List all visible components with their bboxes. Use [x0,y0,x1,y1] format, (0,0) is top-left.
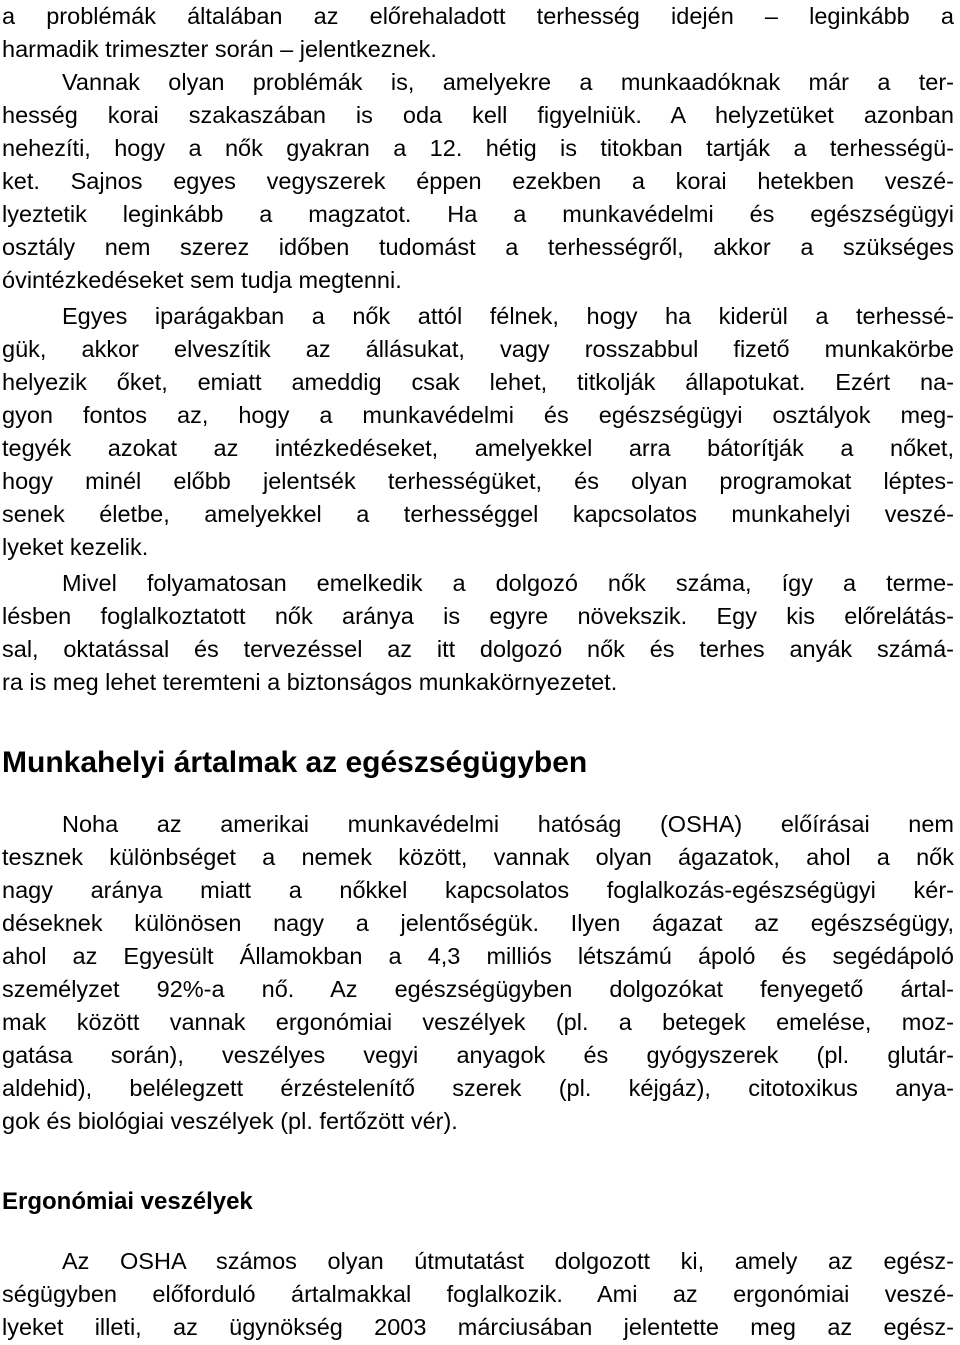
paragraph-line: senek életbe, amelyekkel a terhességgel kapcsolatos munkahelyi veszé- [2,501,954,527]
paragraph-line: ségügyben előforduló ártalmakkal foglalkozik. Ami az ergonómiai veszé- [2,1281,954,1307]
section-heading: Munkahelyi ártalmak az egészségügyben [2,746,588,779]
paragraph-line: Az OSHA számos olyan útmutatást dolgozott ki, amely az egész- [62,1248,954,1274]
paragraph-line: aldehid), belélegzett érzéstelenítő szerek (pl. kéjgáz), citotoxikus anya- [2,1075,954,1101]
paragraph-line: hesség korai szakaszában is oda kell figyelniük. A helyzetüket azonban [2,102,954,128]
paragraph-line: mak között vannak ergonómiai veszélyek (pl. a betegek emelése, moz- [2,1009,954,1035]
paragraph-line: lésben foglalkoztatott nők aránya is egyre növekszik. Egy kis előrelátás- [2,603,954,629]
paragraph-line: sal, oktatással és tervezéssel az itt dolgozó nők és terhes anyák számá- [2,636,954,662]
paragraph-line: nagy aránya miatt a nőkkel kapcsolatos foglalkozás-egészségügyi kér- [2,877,954,903]
paragraph-line: tesznek különbséget a nemek között, vannak olyan ágazatok, ahol a nők [2,844,954,870]
paragraph-line: gyon fontos az, hogy a munkavédelmi és egészségügyi osztályok meg- [2,402,954,428]
paragraph-line: helyezik őket, emiatt ameddig csak lehet, titkolják állapotukat. Ezért na- [2,369,954,395]
paragraph-line: déseknek különösen nagy a jelentőségük. Ilyen ágazat az egészségügy, [2,910,954,936]
paragraph-line: lyeket illeti, az ügynökség 2003 márciusában jelentette meg az egész- [2,1314,954,1340]
paragraph-line: ahol az Egyesült Államokban a 4,3 milliós létszámú ápoló és segédápoló [2,943,954,969]
paragraph-line: lyeket kezelik. [2,534,149,560]
paragraph-line: Vannak olyan problémák is, amelyekre a munkaadóknak már a ter- [62,69,954,95]
paragraph-line: gatása során), veszélyes vegyi anyagok és gyógyszerek (pl. glutár- [2,1042,954,1068]
paragraph-line: gük, akkor elveszítik az állásukat, vagy rosszabbul fizető munkakörbe [2,336,954,362]
paragraph-line: Mivel folyamatosan emelkedik a dolgozó nők száma, így a terme- [62,570,954,596]
paragraph-line: harmadik trimeszter során – jelentkeznek. [2,36,437,62]
paragraph-line: személyzet 92%-a nő. Az egészségügyben dolgozókat fenyegető ártal- [2,976,954,1002]
paragraph-line: hogy minél előbb jelentsék terhességüket, és olyan programokat léptes- [2,468,954,494]
subsection-heading: Ergonómiai veszélyek [2,1188,253,1215]
paragraph-line: osztály nem szerez időben tudomást a terhességről, akkor a szükséges [2,234,954,260]
paragraph-line: lyeztetik leginkább a magzatot. Ha a munkavédelmi és egészségügyi [2,201,954,227]
paragraph-line: Egyes iparágakban a nők attól félnek, hogy ha kiderül a terhessé- [62,303,954,329]
paragraph-line: tegyék azokat az intézkedéseket, amelyekkel arra bátorítják a nőket, [2,435,954,461]
paragraph-line: a problémák általában az előrehaladott terhesség idején – leginkább a [2,3,954,29]
paragraph-line: gok és biológiai veszélyek (pl. fertőzött vér). [2,1108,458,1134]
paragraph-line: Noha az amerikai munkavédelmi hatóság (OSHA) előírásai nem [62,811,954,837]
paragraph-line: nehezíti, hogy a nők gyakran a 12. hétig is titokban tartják a terhességü- [2,135,954,161]
paragraph-line: ket. Sajnos egyes vegyszerek éppen ezekben a korai hetekben veszé- [2,168,954,194]
paragraph-line: ra is meg lehet teremteni a biztonságos munkakörnyezetet. [2,669,618,695]
paragraph-line: óvintézkedéseket sem tudja megtenni. [2,267,402,293]
